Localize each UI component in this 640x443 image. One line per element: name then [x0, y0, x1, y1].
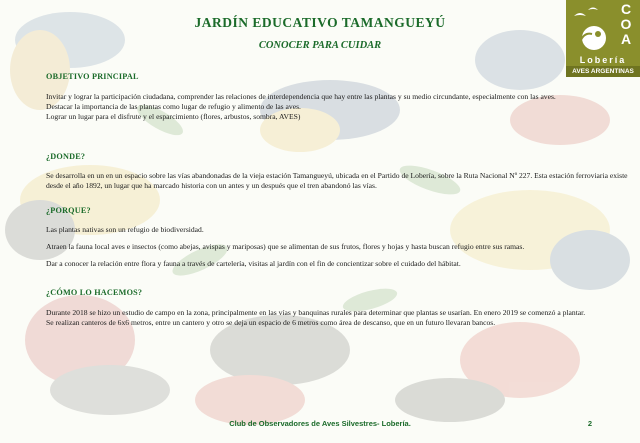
paragraph: Dar a conocer la relación entre flora y fauna a través de cartelería, visitas al jardín con el fin de concientizar sobre el cuidado del hábitat.: [46, 259, 461, 268]
section-donde: [46, 152, 628, 191]
logo-letter-o: O: [620, 16, 632, 32]
paragraph: Se desarrolla en un en un espacio sobre las vías abandonadas de la vieja estación Tamangueyú, ubicada en el Partido de Lobería, sobre la Ruta Nacional Nº 227. Esta estación ferroviaria existe desde el año 1892, un lugar que ha marcado historia con un antes y un después que el tren abandonó las vías.: [46, 171, 628, 190]
bird-logo-icon: [570, 4, 614, 54]
paragraph: Destacar la importancia de las plantas como lugar de refugio y alimento de las aves.: [46, 102, 301, 111]
paragraph: Invitar y lograr la participación ciudadana, comprender las relaciones de interdependencia que hay entre las plantas y su medio circundante, especialmente con las aves.: [46, 92, 556, 101]
section-como: [46, 288, 628, 328]
coa-loberia-logo: [566, 0, 640, 77]
paragraph: Lograr un lugar para el disfrute y el esparcimiento (flores, arbustos, sombra, AVES): [46, 112, 301, 121]
section-heading: OBJETIVO PRINCIPAL: [46, 72, 139, 81]
section-heading: ¿CÓMO LO HACEMOS?: [46, 288, 143, 297]
paragraph: Se realizan canteros de 6x6 metros, entre un cantero y otro se deja un espacio de 6 metros como área de descanso, que en un futuro llevaran bancos.: [46, 318, 496, 327]
page-title: JARDÍN EDUCATIVO TAMANGUEYÚ: [194, 15, 446, 30]
logo-letter-a: A: [620, 31, 632, 47]
paragraph: Durante 2018 se hizo un estudio de campo en la zona, principalmente en las vías y banquinas rurales para determinar que plantas se usarían. En enero 2019 se comenzó a plantar.: [46, 308, 586, 317]
page-number: 2: [587, 419, 593, 428]
footer-text: Club de Observadores de Aves Silvestres- Lobería.: [229, 419, 411, 428]
logo-org: AVES ARGENTINAS: [566, 66, 640, 77]
section-heading: ¿PORQUE?: [46, 206, 91, 215]
logo-letter-c: C: [620, 1, 632, 17]
section-objetivo: [46, 72, 628, 122]
page-subtitle: CONOCER PARA CUIDAR: [258, 40, 382, 51]
paragraph: Las plantas nativas son un refugio de biodiversidad.: [46, 225, 204, 234]
section-porque: [46, 206, 628, 269]
paragraph: Atraen la fauna local aves e insectos (como abejas, avispas y mariposas) que se alimentan de sus frutos, flores y hojas y hasta buscan refugio entre sus ramas.: [46, 242, 525, 251]
logo-locale: Lobería: [579, 55, 627, 65]
section-heading: ¿DONDE?: [46, 152, 86, 161]
